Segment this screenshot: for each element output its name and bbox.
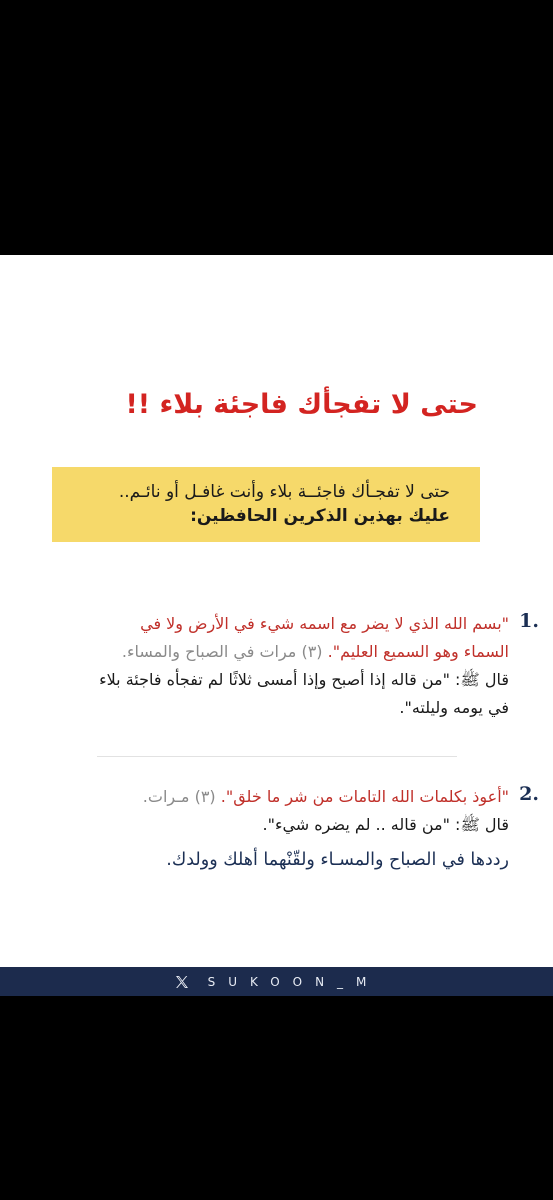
dhikr-item-2 (66, 783, 539, 875)
dhikr-text-line-1: "بسم الله الذي لا يضر مع اسمه شيء في الأرض ولا في (140, 614, 509, 633)
dhikr-item-1 (66, 610, 539, 722)
repeat-count: (٣) مـرات. (142, 787, 216, 806)
page-title: حتى لا تفجأك فاجئة بلاء !! (125, 389, 478, 420)
hadith-line-1: قال ﷺ: "من قاله إذا أصبح وإذا أمسى ثلاثًا لم تفجأه فاجئة بلاء (99, 670, 509, 689)
hadith-text: قال ﷺ: "من قاله .. لم يضره شيء". (262, 815, 509, 834)
dhikr-text-line-2: السماء وهو السميع العليم". (327, 642, 509, 661)
highlight-box (52, 467, 480, 542)
dhikr-text: "أعوذ بكلمات الله التامات من شر ما خلق". (220, 787, 509, 806)
item-number: 2. (519, 783, 539, 805)
highlight-line-1: حتى لا تفجـأك فاجئــة بلاء وأنت غافـل أو نائـم.. (118, 482, 450, 502)
content-card (0, 255, 553, 967)
item-number: 1. (519, 610, 539, 632)
divider (97, 756, 457, 757)
highlight-line-2: عليك بهذين الذكرين الحافظين: (190, 506, 450, 526)
footer-bar (0, 967, 553, 996)
advice-text: رددها في الصباح والمسـاء ولقّنْهما أهلك وولدك. (166, 850, 509, 870)
hadith-line-2: في يومه وليلته". (399, 698, 509, 717)
account-handle: SUKOON_M (207, 974, 380, 989)
x-logo-icon (174, 974, 190, 990)
repeat-count: (٣) مرات في الصباح والمساء. (121, 642, 323, 661)
